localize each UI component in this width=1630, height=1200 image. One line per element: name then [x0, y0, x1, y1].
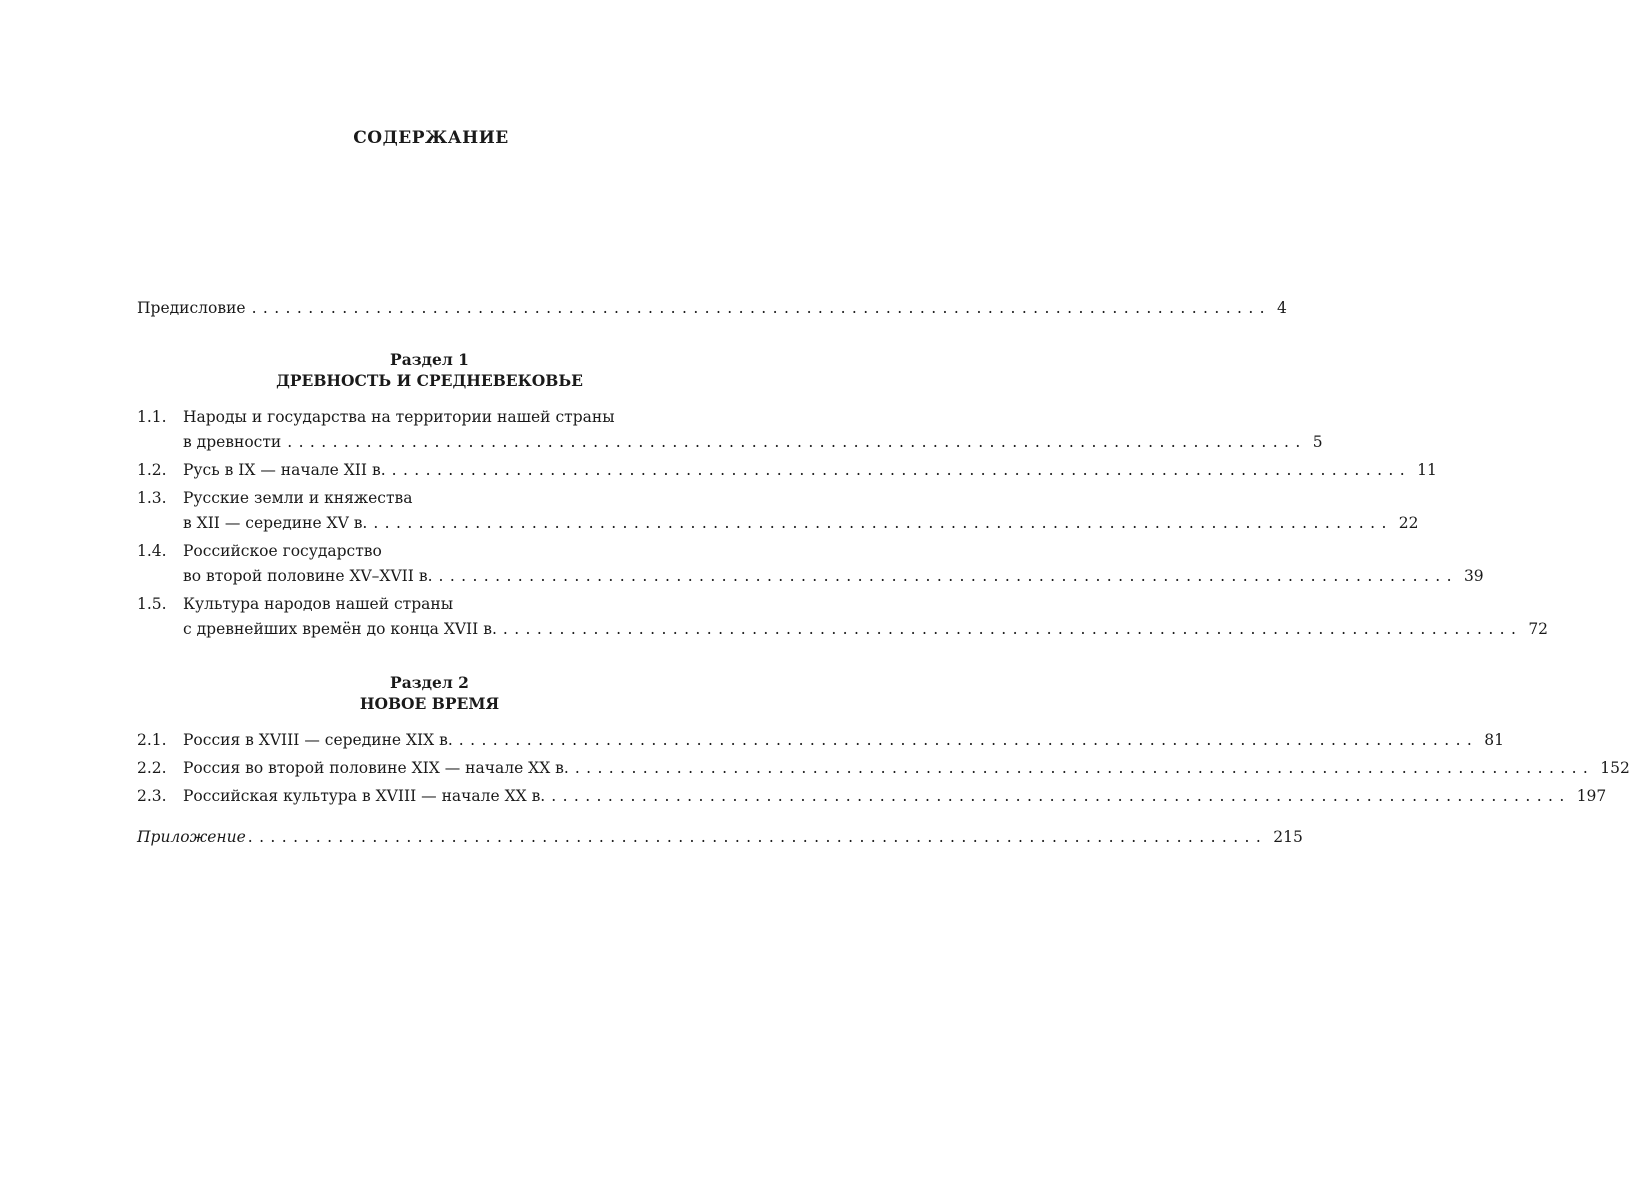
dot-leader: ..........................................................................................: [287, 433, 1307, 451]
entry-page-number: 197: [1576, 787, 1607, 805]
entry-number: 1.5.: [137, 595, 167, 613]
entry-page-number: 11: [1417, 461, 1437, 479]
toc-entry[interactable]: [137, 728, 1504, 753]
dot-leader: ..........................................................................................: [502, 620, 1523, 638]
toc-entry-preface[interactable]: [137, 296, 1287, 321]
entry-label-line1: Российское государство: [183, 542, 382, 560]
entry-label: Приложение: [137, 828, 246, 846]
dot-leader: ..........................................................................................: [458, 731, 1479, 749]
section-label: Раздел 2: [390, 673, 469, 692]
toc-entry[interactable]: [137, 592, 1549, 642]
section-title: ДРЕВНОСТЬ И СРЕДНЕВЕКОВЬЕ: [276, 371, 583, 390]
entry-page-number: 22: [1398, 514, 1419, 532]
entry-label-line1: Народы и государства на территории нашей страны: [183, 408, 615, 426]
entry-label-line1: Культура народов нашей страны: [183, 595, 454, 613]
page-title: СОДЕРЖАНИЕ: [353, 128, 509, 148]
dot-leader: ..........................................................................................: [391, 461, 1412, 479]
entry-label-line2: с древнейших времён до конца XVII в.: [183, 620, 497, 638]
entry-page-number: 4: [1277, 299, 1287, 317]
toc-entry[interactable]: [137, 539, 1484, 589]
section-label: Раздел 1: [390, 350, 469, 369]
entry-label-line2: в древности: [183, 433, 282, 451]
entry-page-number: 5: [1312, 433, 1323, 451]
entry-number: 1.3.: [137, 489, 167, 507]
entry-label-line2: Русь в IX — начале XII в.: [183, 461, 386, 479]
entry-label-line1: Русские земли и княжества: [183, 489, 413, 507]
toc-entry-appendix[interactable]: [137, 825, 1303, 850]
entry-number: 1.4.: [137, 542, 167, 560]
entry-label: Предисловие: [137, 299, 246, 317]
dot-leader: ..........................................................................................: [251, 299, 1272, 317]
entry-label-line2: Российская культура в XVIII — начале XX в.: [183, 787, 546, 805]
entry-label-line2: Россия в XVIII — середине XIX в.: [183, 731, 453, 749]
entry-page-number: 81: [1484, 731, 1504, 749]
entry-label-line2: во второй половине XV–XVII в.: [183, 567, 433, 585]
entry-number: 1.2.: [137, 461, 167, 479]
toc-content: [137, 296, 1630, 850]
dot-leader: ..........................................................................................: [247, 828, 1268, 846]
entry-page-number: 215: [1273, 828, 1303, 846]
dot-leader: ..........................................................................................: [574, 759, 1595, 777]
entry-number: 2.1.: [137, 731, 167, 749]
dot-leader: ..........................................................................................: [373, 514, 1393, 532]
toc-entry[interactable]: [137, 458, 1437, 483]
section-title: НОВОЕ ВРЕМЯ: [359, 694, 500, 713]
entry-number: 2.3.: [137, 787, 167, 805]
entry-label-line2: в XII — середине XV в.: [183, 514, 368, 532]
entry-number: 2.2.: [137, 759, 167, 777]
entry-number: 1.1.: [137, 408, 167, 426]
toc-entry[interactable]: [137, 756, 1630, 781]
toc-entry[interactable]: [137, 405, 1323, 455]
entry-page-number: 39: [1463, 567, 1484, 585]
toc-entry[interactable]: [137, 784, 1607, 809]
entry-page-number: 152: [1600, 759, 1630, 777]
dot-leader: ..........................................................................................: [438, 567, 1458, 585]
entry-page-number: 72: [1528, 620, 1549, 638]
entry-label-line2: Россия во второй половине XIX — начале XX в.: [183, 759, 569, 777]
toc-entry[interactable]: [137, 486, 1419, 536]
dot-leader: ..........................................................................................: [551, 787, 1571, 805]
